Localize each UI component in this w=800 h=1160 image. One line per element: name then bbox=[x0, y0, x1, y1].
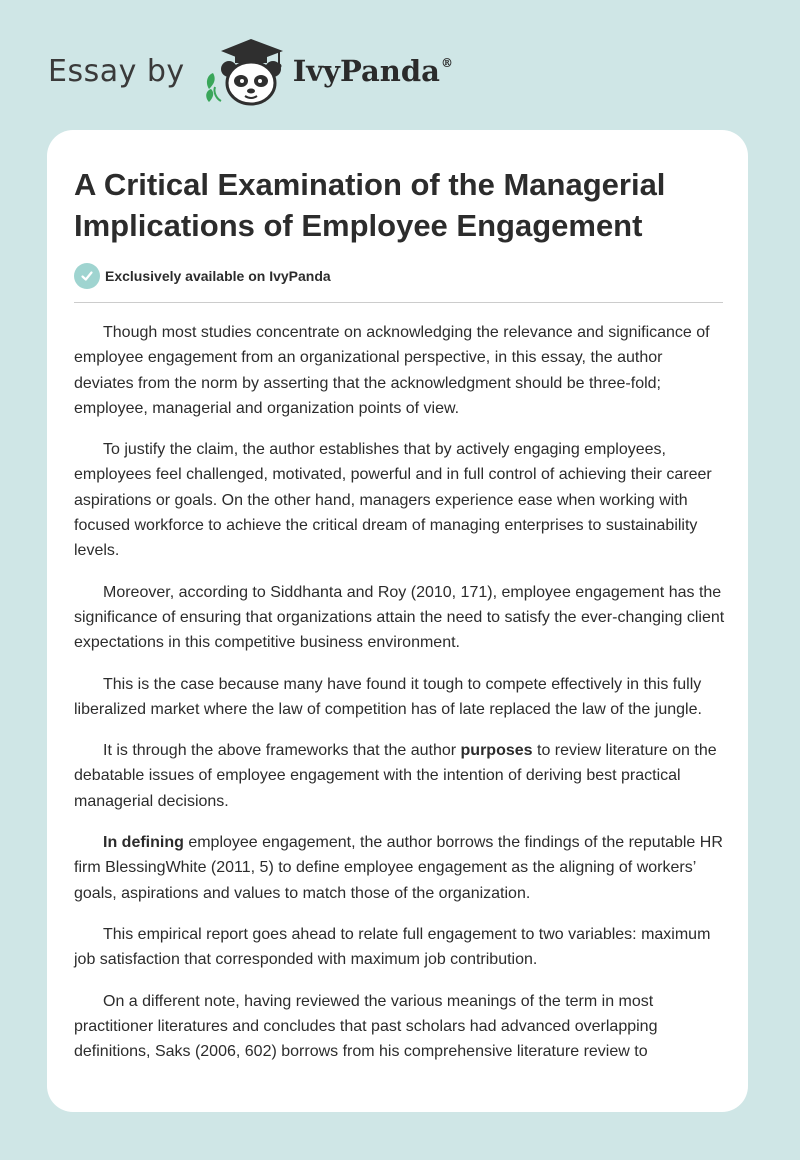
paragraph: To justify the claim, the author establishes that by actively engaging employees, employees feel challenged, motivated, powerful and in full control of achieving their career aspirations or goals. On the other hand, managers experience ease when working with focused workforce to achieve the critical dream of managing enterprises to sustainability levels. bbox=[74, 441, 712, 560]
paragraph: This empirical report goes ahead to relate full engagement to two variables: maximum job satisfaction that corresponded with maximum job contribution. bbox=[74, 925, 711, 969]
exclusive-badge bbox=[74, 263, 331, 289]
paragraph: In defining employee engagement, the author borrows the findings of the reputable HR firm BlessingWhite (2011, 5) to define employee engagement as the aligning of workers’ goals, aspirations and values to match those of the organization. bbox=[74, 834, 723, 902]
essay-title: A Critical Examination of the Managerial Implications of Employee Engagement bbox=[74, 167, 666, 243]
ivypanda-logo-icon bbox=[199, 35, 291, 107]
brand-name: IvyPanda® bbox=[292, 54, 453, 88]
essay-body bbox=[74, 320, 726, 1080]
exclusive-badge-text: Exclusively available on IvyPanda bbox=[105, 268, 331, 284]
registered-mark: ® bbox=[440, 56, 453, 70]
bold-phrase: In defining bbox=[103, 834, 184, 852]
paragraph: On a different note, having reviewed the various meanings of the term in most practitioner literatures and concludes that past scholars had advanced overlapping definitions, Saks (2006, 602) borrows from his comprehensive literature review to bbox=[74, 992, 658, 1061]
essay-card bbox=[47, 130, 748, 1112]
divider bbox=[74, 302, 723, 303]
paragraph: Though most studies concentrate on acknowledging the relevance and significance of employee engagement from an organizational perspective, in this essay, the author deviates from the norm by asserting that the acknowledgment should be three-fold; employee, managerial and organization points of view. bbox=[74, 324, 710, 417]
essay-by-label: Essay by bbox=[48, 53, 185, 89]
paragraph: Moreover, according to Siddhanta and Roy (2010, 171), employee engagement has the significance of ensuring that organizations attain the need to satisfy the ever-changing client expectations in this competitive business environment. bbox=[74, 583, 725, 652]
bold-phrase: purposes bbox=[460, 742, 533, 760]
check-icon bbox=[74, 263, 100, 289]
site-header bbox=[48, 36, 453, 106]
paragraph: It is through the above frameworks that the author purposes to review literature on the debatable issues of employee engagement with the intention of deriving best practical managerial decisions. bbox=[74, 742, 717, 810]
paragraph: This is the case because many have found it tough to compete effectively in this fully liberalized market where the law of competition has of late replaced the law of the jungle. bbox=[74, 675, 702, 718]
